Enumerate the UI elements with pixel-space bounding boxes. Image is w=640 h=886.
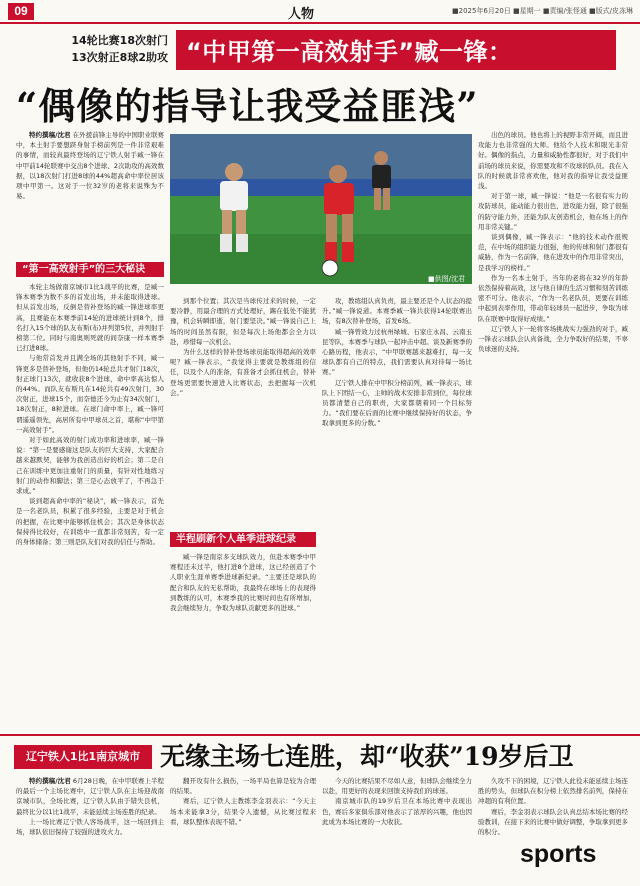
story2-col4 bbox=[478, 776, 628, 838]
kicker-line-1: 14轮比赛18次射门 bbox=[71, 34, 168, 47]
story1-col1 bbox=[16, 130, 164, 248]
paragraph: 赛后，李金羽表示球队会认真总结本场比赛的经验教训，在接下来的比赛中做好调整，争取拿到更多的积分。 bbox=[478, 807, 628, 837]
story1-col4 bbox=[478, 130, 628, 728]
paragraph: 作为一名本土射手，当年的老将在32岁的年龄依然保持着高效，这与他自律的生活习惯和刻苦训练密不可分。他表示，“作为一名老队员，更要在训练中起到表率作用，带动年轻球员一起进步，争取为球队在联赛中取得好成绩。” bbox=[478, 273, 628, 323]
paragraph: 对于如此高效的射门成功率和进球率，臧一锋说：“第一是要感谢这是队友的巨大支持，大家配合越来越默契，能够为我创造出好的机会；第二是自己在训练中更加注重射门的质量，有针对性地练习射门的动作和脚法；第三是心态放平了，不再急于求成。” bbox=[16, 436, 164, 496]
paragraph: 今天的比赛结果不尽如人意，但球队会继续全力以赴，用更好的表现来回馈支持我们的球迷。 bbox=[322, 777, 472, 796]
paragraph: 与他常首发并且满全场的其他射手不同，臧一锋更多是替补登场，但他仍14轮总共才射门18次，射正球门13次，就收获8个进球，命中率高达惊人的44%。而队友布斯凡在14轮共有49次射门，30次射正，进球15个，而奈德还今为止有34次射门，18次射正，8粒进球。在球门命中率上，臧一锋可谓遥遥领先，高居所有中甲球员之首，堪称“中甲第一高效射手”。 bbox=[16, 354, 164, 434]
paragraph: 辽宁铁人下一轮将客场挑战实力强劲的对手，臧一锋表示球队会认真备战，全力争取好的结果，不辜负球迷的支持。 bbox=[478, 324, 628, 354]
paragraph: 赛后，辽宁铁人主教练李金羽表示：“今天主场本来能拿3分，结果令人遗憾，从比赛过程来看，球队整体表现不错。” bbox=[170, 797, 316, 826]
paragraph: 翻开攻有什么损伤，一场平局也算是较为合理的结果。 bbox=[170, 777, 316, 796]
story1-col2b bbox=[170, 552, 316, 728]
paragraph: 臧一锋曾效力过杭州绿城、石家庄永昌、云南玉昆等队，本赛季与球队一起冲击中超。谈及新赛季的心路历程，他表示，“中甲联赛越来越难打，每一支球队都有自己的特点，我们需要认真对待每一场比赛。” bbox=[322, 327, 472, 377]
paragraph: 南京城市队的19岁后卫在本场比赛中表现出色，赛后多家俱乐部对他表示了浓厚的兴趣，他也因此成为本场比赛的一大收获。 bbox=[322, 797, 472, 826]
paragraph: 攻，教练组认真负责，最主要还是个人状态的提升。”臧一锋说道。本赛季臧一锋共获得14轮联赛出场，有8次替补登场，首发6场。 bbox=[322, 297, 472, 326]
dateline: ■2025年6月20日 ■星期一 ■责编/张怪通 ■版式/皮冻琳 bbox=[452, 7, 634, 15]
paragraph: 久攻不下的困境，辽宁铁人此役未能延续主场连胜的势头，但球队在积分榜上依然排名前列，保持在冲超的有利位置。 bbox=[478, 777, 628, 806]
story2-col3 bbox=[322, 776, 472, 880]
page-number: 09 bbox=[8, 3, 34, 20]
section-head-1: “第一高效射手”的三大秘诀 bbox=[16, 262, 164, 277]
paragraph: 对于第一球，臧一锋说：“他是一名很有实力的攻防球员，能动能力很出色，进攻能力强，除了很强的防守能力外，还能为队友创造机会，他在场上的作用非常关键。” bbox=[478, 192, 628, 231]
kicker-line-2: 13次射正8球2助攻 bbox=[71, 51, 168, 64]
paragraph: 辽宁铁人排在中甲积分榜前列，臧一锋表示，球队上下团结一心，主帅的战术安排非常到位，每位球员都清楚自己的职责，大家都朝着同一个目标努力。“我们要在后面的比赛中继续保持好的状态，争取拿到更多的分数。” bbox=[322, 378, 472, 428]
story1-col1b bbox=[16, 282, 164, 728]
story1-byline: 特约撰稿/沈君 bbox=[29, 131, 71, 139]
paragraph: 上一场比赛辽宁铁人客场战平，这一场回到主场，球队依旧保持了较强的进攻火力。 bbox=[16, 817, 164, 837]
sports-logo: sports bbox=[520, 840, 597, 868]
section-head-2: 半程刷新个人单季进球纪录 bbox=[170, 532, 316, 547]
story1-col3 bbox=[322, 296, 472, 728]
match-photo bbox=[170, 134, 472, 284]
paragraph: 6月28日晚，在中甲联赛上半程的最后一个主场比赛中，辽宁铁人队在主场迎战南京城市队，全场比赛，辽宁铁人队由于错失良机，最终比分以1比1战平，未能延续主场连胜的纪录。 bbox=[16, 777, 164, 816]
story1-subhead: “中甲第一高效射手”臧一锋： bbox=[186, 38, 513, 66]
section-title: 人物 bbox=[288, 7, 315, 22]
paragraph: 到那个位置；其次是当球传过来的时候，一定要冷静，用最合理的方式处理好，踢在低处不能犹豫，机会转瞬即逝，射门要坚决。”臧一锋说自己上场的时间虽然有限，但是每次上场他都会全力以赴，珍惜每一次机会。 bbox=[170, 297, 316, 346]
paragraph: 本轮主场做南京城市1比1战平的比赛，是臧一锋本赛季为数不多的首发出场，并未能取得进球。但从首发出场，反倒是替补登场的臧一锋进球率更高，且赛能在本赛季前14轮的进球统计到8个，排名打入15个球的队友布斯(布)并列第5位，并列射手榜第二位。同时与南奥则死就的间奈康一样本赛季已打进8球。 bbox=[16, 283, 164, 353]
story2-headline: 无缘主场七连胜，却“收获”19岁后卫 bbox=[160, 742, 574, 771]
paragraph: 谈到偶像，臧一锋表示：“他的技术动作很规范，在中场的组织能力很强，他的传球和射门都很有威胁，作为一名前锋，他在进攻中的作用非常突出，是我学习的榜样。” bbox=[478, 233, 628, 272]
paragraph: 在外援前锋主导的中国职业联赛中，本土射手要想跻身射手榜前列是一件非常艰难的事情，而较真最终登场的辽宁铁人射手臧一锋在中甲前14轮联赛中交出8个进球、2次助攻的高效数据，以18次射门打进8球的44%超高命中率位居该项中甲第一。这对于一位32岁的老将来说殊为不易。 bbox=[16, 131, 164, 201]
story2-col1 bbox=[16, 776, 164, 880]
story2-kicker: 辽宁铁人1比1南京城市 bbox=[14, 745, 152, 769]
story1-col2 bbox=[170, 296, 316, 526]
story1-kicker bbox=[20, 32, 168, 68]
story2-byline: 特约撰稿/沈君 bbox=[29, 777, 71, 785]
paragraph: 出色的球员。他也将上的视野非常开阔，而且进攻能力也非常强的大师。他给个人技术和眼光非常好。偶像的指点，力量和威胁性都很好，对于我们中前场的球员来说，你需要攻和不攻球的队员。我在入队的时候就非常喜欢他，他对我的指导让我受益匪浅。 bbox=[478, 131, 628, 191]
paragraph: 为什么这样的替补登场球员能取得超高的效率呢？臧一锋表示，“我觉得主要就是教练组的信任，以及个人的准备，有准备才会抓住机会，替补登场更需要快速进入比赛状态，去把握每一次机会。” bbox=[170, 348, 316, 397]
photo-illustration bbox=[170, 134, 472, 284]
paragraph: 臧一锋是南京多支球队效力，但赴本赛季中甲赛程还未过半，他打进8个进球，这已经创造了个人职业生涯单赛季进球新纪录。“主要还是球队的配合和队友的无私帮助，我最终在球场上的表现得到教练的认可，本赛季我的比赛时间也有所增加，我会继续努力，争取为球队贡献更多的进球。” bbox=[170, 553, 316, 613]
photo-credit: ■供图/沈君 bbox=[428, 275, 465, 283]
paragraph: 谈到超高命中率的“秘诀”，臧一锋表示，首先是一名老队员，积累了很多经验，主要是对于机会的把握，在比赛中能够抓住机会；其次是身体状态保持得比较好，在训练中一直都非常刻苦，有一定的身体储备；第三则是队友们对我的信任与帮助。 bbox=[16, 497, 164, 547]
story2-col2 bbox=[170, 776, 316, 880]
story-divider bbox=[0, 734, 640, 736]
story1-headline: “偶像的指导让我受益匪浅” bbox=[16, 84, 479, 128]
